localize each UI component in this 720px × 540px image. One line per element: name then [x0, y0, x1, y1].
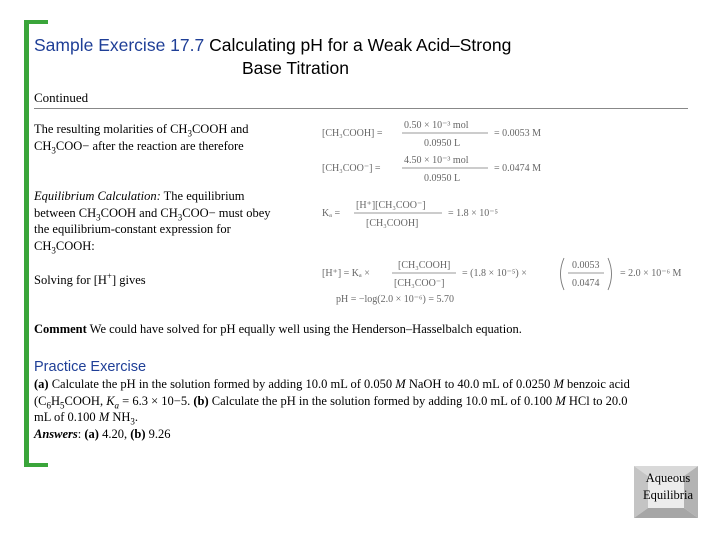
bracket-top-bar — [24, 20, 48, 24]
title-line2: Base Titration — [242, 58, 349, 78]
title-lead: Sample Exercise 17.7 — [34, 35, 205, 55]
logo-label: Aqueous Equilibria — [643, 471, 693, 502]
eq5-line: pH = −log(2.0 × 10⁻⁶) = 5.70 — [336, 294, 454, 305]
eq2-den: 0.0950 L — [424, 173, 461, 184]
eq3-den: [CH₃COOH] — [366, 218, 419, 229]
continued-label: Continued — [34, 90, 89, 105]
solving-paragraph: Solving for [H+] gives — [34, 270, 146, 287]
eq1-rhs: = 0.0053 M — [494, 128, 542, 139]
eq4-den: [CH₃COO⁻] — [394, 278, 445, 289]
eq4-mid: = (1.8 × 10⁻⁵) × — [462, 268, 527, 279]
molarities-paragraph: The resulting molarities of $CH_3COOH$ and $CH_3COO-$ after the reaction are therefore — [34, 122, 249, 155]
comment-paragraph: Comment We could have solved for pH equally well using the Henderson–Hasselbalch equation. — [34, 322, 522, 336]
eq2-num: 4.50 × 10⁻³ mol — [404, 155, 469, 166]
eq4-den2: 0.0474 — [572, 278, 600, 289]
eq4-num2: 0.0053 — [572, 260, 600, 271]
eq1-den: 0.0950 L — [424, 138, 461, 149]
slide-title — [34, 34, 511, 80]
bracket-left-bar — [24, 20, 29, 467]
eq1-num: 0.50 × 10⁻³ mol — [404, 120, 469, 131]
eq4-rhs: = 2.0 × 10⁻⁶ M — [620, 268, 682, 279]
eq4-num: [CH₃COOH] — [398, 260, 451, 271]
eq2-rhs: = 0.0474 M — [494, 163, 542, 174]
eq3-num: [H⁺][CH₃COO⁻] — [356, 200, 426, 211]
eq1-lhs: [CH₃COOH] = — [322, 128, 383, 139]
eq4-lhs: [H⁺] = Kₐ × — [322, 268, 370, 279]
practice-heading: Practice Exercise — [34, 359, 147, 375]
practice-paragraph: (a) Calculate the pH in the solution formed by adding 10.0 mL of 0.050 M NaOH to 40.0 mL of 0.0250 M benzoic acid ($C_6H_5COOH$, $K_a = 6.3 \times 10-5$. (b) Calculate the pH in the solution formed by adding 10.0 mL of 0.100 M HCl to 20.0 mL of 0.100 M $NH_3$. Answers: (a) 4.20, (b) 9.26 — [34, 377, 630, 441]
bracket-bottom-bar — [24, 463, 48, 467]
eq3-rhs: = 1.8 × 10⁻⁵ — [448, 208, 499, 219]
title-line1: Calculating pH for a Weak Acid–Strong — [204, 35, 512, 55]
eq3-lhs: Kₐ = — [322, 208, 341, 219]
divider-rule — [34, 108, 688, 109]
eq2-lhs: [CH₃COO⁻] = — [322, 163, 381, 174]
equations-figure — [316, 110, 696, 310]
equilibrium-paragraph: Equilibrium Calculation: The equilibrium between $CH_3COOH$ and $CH_3COO-$ must obey the equilibrium-constant expression for $CH_3COOH$: — [34, 189, 271, 255]
